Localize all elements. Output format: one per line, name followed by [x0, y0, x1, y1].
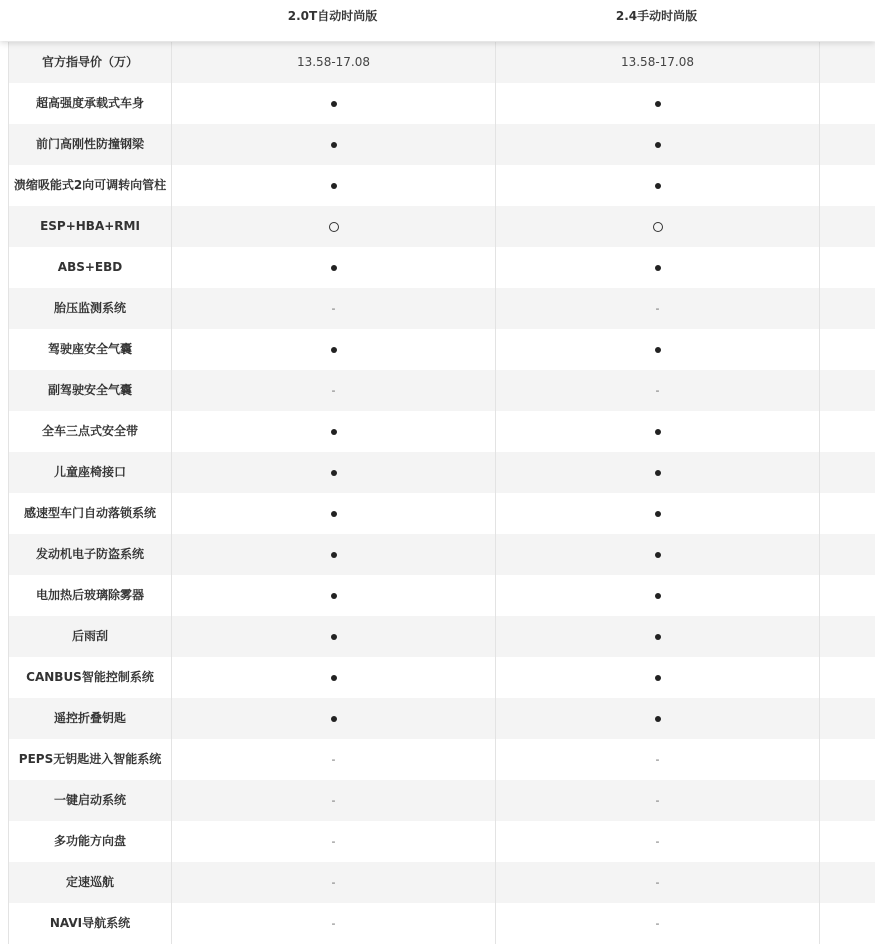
spec-value-cell: [496, 206, 820, 247]
standard-dot-icon: [331, 183, 337, 189]
spec-value-cell: [496, 370, 820, 411]
column-header-2-0t-auto: 2.0T自动时尚版: [287, 9, 378, 23]
spec-label: 前门高刚性防撞钢梁: [9, 124, 172, 165]
standard-dot-icon: [331, 347, 337, 353]
spec-label: 发动机电子防盗系统: [9, 534, 172, 575]
not-available-dash: -: [331, 917, 336, 930]
standard-dot-icon: [331, 429, 337, 435]
spec-value-cell: [496, 452, 820, 493]
spec-table: [8, 42, 875, 944]
spec-value-cell: [496, 124, 820, 165]
standard-dot-icon: [655, 634, 661, 640]
standard-dot-icon: [655, 142, 661, 148]
empty-cell: [820, 288, 875, 329]
not-available-dash: -: [655, 753, 660, 766]
spec-value-cell: [496, 534, 820, 575]
spec-value-cell: [172, 370, 496, 411]
standard-dot-icon: [655, 716, 661, 722]
spec-value-cell: [496, 288, 820, 329]
spec-label: 超高强度承载式车身: [9, 83, 172, 124]
empty-cell: [820, 575, 875, 616]
standard-dot-icon: [331, 101, 337, 107]
standard-dot-icon: [655, 511, 661, 517]
spec-value-cell: [172, 657, 496, 698]
standard-dot-icon: [331, 675, 337, 681]
empty-cell: [820, 739, 875, 780]
empty-cell: [820, 493, 875, 534]
standard-dot-icon: [655, 183, 661, 189]
not-available-dash: -: [331, 876, 336, 889]
spec-value-cell: [496, 616, 820, 657]
spec-label: 胎压监测系统: [9, 288, 172, 329]
standard-dot-icon: [655, 593, 661, 599]
table-row: [9, 657, 875, 698]
spec-value-cell: [172, 288, 496, 329]
spec-value-cell: [172, 739, 496, 780]
spec-label: 后雨刮: [9, 616, 172, 657]
spec-label: 驾驶座安全气囊: [9, 329, 172, 370]
empty-cell: [820, 903, 875, 944]
table-row: [9, 329, 875, 370]
spec-label: 全车三点式安全带: [9, 411, 172, 452]
empty-cell: [820, 370, 875, 411]
spec-value-cell: [172, 247, 496, 288]
spec-value-cell: [496, 739, 820, 780]
empty-cell: [820, 821, 875, 862]
empty-cell: [820, 698, 875, 739]
spec-label: 儿童座椅接口: [9, 452, 172, 493]
table-row: [9, 452, 875, 493]
standard-dot-icon: [331, 634, 337, 640]
empty-cell: [820, 247, 875, 288]
spec-value-cell: [496, 83, 820, 124]
spec-value-cell: [172, 452, 496, 493]
table-row: [9, 534, 875, 575]
standard-dot-icon: [331, 511, 337, 517]
empty-cell: [820, 124, 875, 165]
not-available-dash: -: [655, 384, 660, 397]
not-available-dash: -: [655, 302, 660, 315]
spec-value-cell: [172, 411, 496, 452]
table-row: [9, 288, 875, 329]
standard-dot-icon: [655, 552, 661, 558]
spec-label: 遥控折叠钥匙: [9, 698, 172, 739]
not-available-dash: -: [655, 835, 660, 848]
not-available-dash: -: [331, 753, 336, 766]
standard-dot-icon: [331, 593, 337, 599]
spec-value-cell: [496, 247, 820, 288]
table-row: [9, 42, 875, 83]
not-available-dash: -: [331, 794, 336, 807]
spec-value-cell: [172, 903, 496, 944]
empty-cell: [820, 42, 875, 83]
spec-label: 副驾驶安全气囊: [9, 370, 172, 411]
empty-cell: [820, 862, 875, 903]
spec-value-cell: [172, 862, 496, 903]
standard-dot-icon: [655, 675, 661, 681]
table-row: [9, 206, 875, 247]
spec-value-cell: [496, 493, 820, 534]
standard-dot-icon: [331, 142, 337, 148]
spec-label: 定速巡航: [9, 862, 172, 903]
not-available-dash: -: [331, 835, 336, 848]
spec-value-cell: [496, 821, 820, 862]
optional-ring-icon: [329, 222, 339, 232]
spec-value-cell: [496, 42, 820, 83]
spec-value-cell: [172, 83, 496, 124]
spec-value-cell: [496, 657, 820, 698]
spec-value-cell: [172, 42, 496, 83]
standard-dot-icon: [331, 552, 337, 558]
empty-cell: [820, 780, 875, 821]
empty-cell: [820, 206, 875, 247]
standard-dot-icon: [655, 265, 661, 271]
table-row: [9, 247, 875, 288]
not-available-dash: -: [331, 384, 336, 397]
empty-cell: [820, 452, 875, 493]
spec-label: 官方指导价（万）: [9, 42, 172, 83]
spec-value-cell: [172, 206, 496, 247]
table-row: [9, 780, 875, 821]
spec-label: 感速型车门自动落锁系统: [9, 493, 172, 534]
table-row: [9, 616, 875, 657]
not-available-dash: -: [331, 302, 336, 315]
column-header-2-4-manual: 2.4手动时尚版: [615, 9, 698, 23]
table-row: [9, 165, 875, 206]
spec-value-cell: [496, 165, 820, 206]
spec-label: NAVI导航系统: [9, 903, 172, 944]
spec-value-cell: [496, 780, 820, 821]
table-row: [9, 903, 875, 944]
spec-value-cell: [496, 411, 820, 452]
spec-value-cell: [172, 575, 496, 616]
empty-cell: [820, 165, 875, 206]
spec-label: 多功能方向盘: [9, 821, 172, 862]
spec-value-cell: [172, 780, 496, 821]
spec-value-cell: [172, 124, 496, 165]
spec-value-cell: [496, 329, 820, 370]
empty-cell: [820, 83, 875, 124]
table-row: [9, 821, 875, 862]
empty-cell: [820, 657, 875, 698]
table-row: [9, 124, 875, 165]
spec-value-cell: [496, 903, 820, 944]
standard-dot-icon: [655, 470, 661, 476]
not-available-dash: -: [655, 917, 660, 930]
spec-value-cell: [496, 575, 820, 616]
standard-dot-icon: [331, 265, 337, 271]
spec-value-cell: [172, 616, 496, 657]
standard-dot-icon: [655, 429, 661, 435]
empty-cell: [820, 329, 875, 370]
spec-value-cell: [172, 821, 496, 862]
spec-value-cell: [172, 534, 496, 575]
standard-dot-icon: [331, 470, 337, 476]
empty-cell: [820, 616, 875, 657]
table-row: [9, 493, 875, 534]
price-value: 13.58-17.08: [620, 55, 695, 69]
standard-dot-icon: [655, 101, 661, 107]
spec-label: 电加热后玻璃除雾器: [9, 575, 172, 616]
spec-label: 一键启动系统: [9, 780, 172, 821]
spec-label: ABS+EBD: [9, 247, 172, 288]
spec-label: 溃缩吸能式2向可调转向管柱: [9, 165, 172, 206]
spec-value-cell: [172, 493, 496, 534]
empty-cell: [820, 534, 875, 575]
standard-dot-icon: [331, 716, 337, 722]
optional-ring-icon: [653, 222, 663, 232]
table-row: [9, 370, 875, 411]
standard-dot-icon: [655, 347, 661, 353]
table-row: [9, 575, 875, 616]
spec-value-cell: [172, 165, 496, 206]
spec-label: ESP+HBA+RMI: [9, 206, 172, 247]
table-header: [0, 0, 875, 41]
not-available-dash: -: [655, 794, 660, 807]
spec-value-cell: [496, 862, 820, 903]
table-row: [9, 862, 875, 903]
price-value: 13.58-17.08: [296, 55, 371, 69]
empty-cell: [820, 411, 875, 452]
not-available-dash: -: [655, 876, 660, 889]
table-row: [9, 698, 875, 739]
table-row: [9, 83, 875, 124]
table-row: [9, 411, 875, 452]
spec-label: CANBUS智能控制系统: [9, 657, 172, 698]
spec-value-cell: [172, 698, 496, 739]
spec-value-cell: [496, 698, 820, 739]
table-row: [9, 739, 875, 780]
spec-value-cell: [172, 329, 496, 370]
spec-label: PEPS无钥匙进入智能系统: [9, 739, 172, 780]
